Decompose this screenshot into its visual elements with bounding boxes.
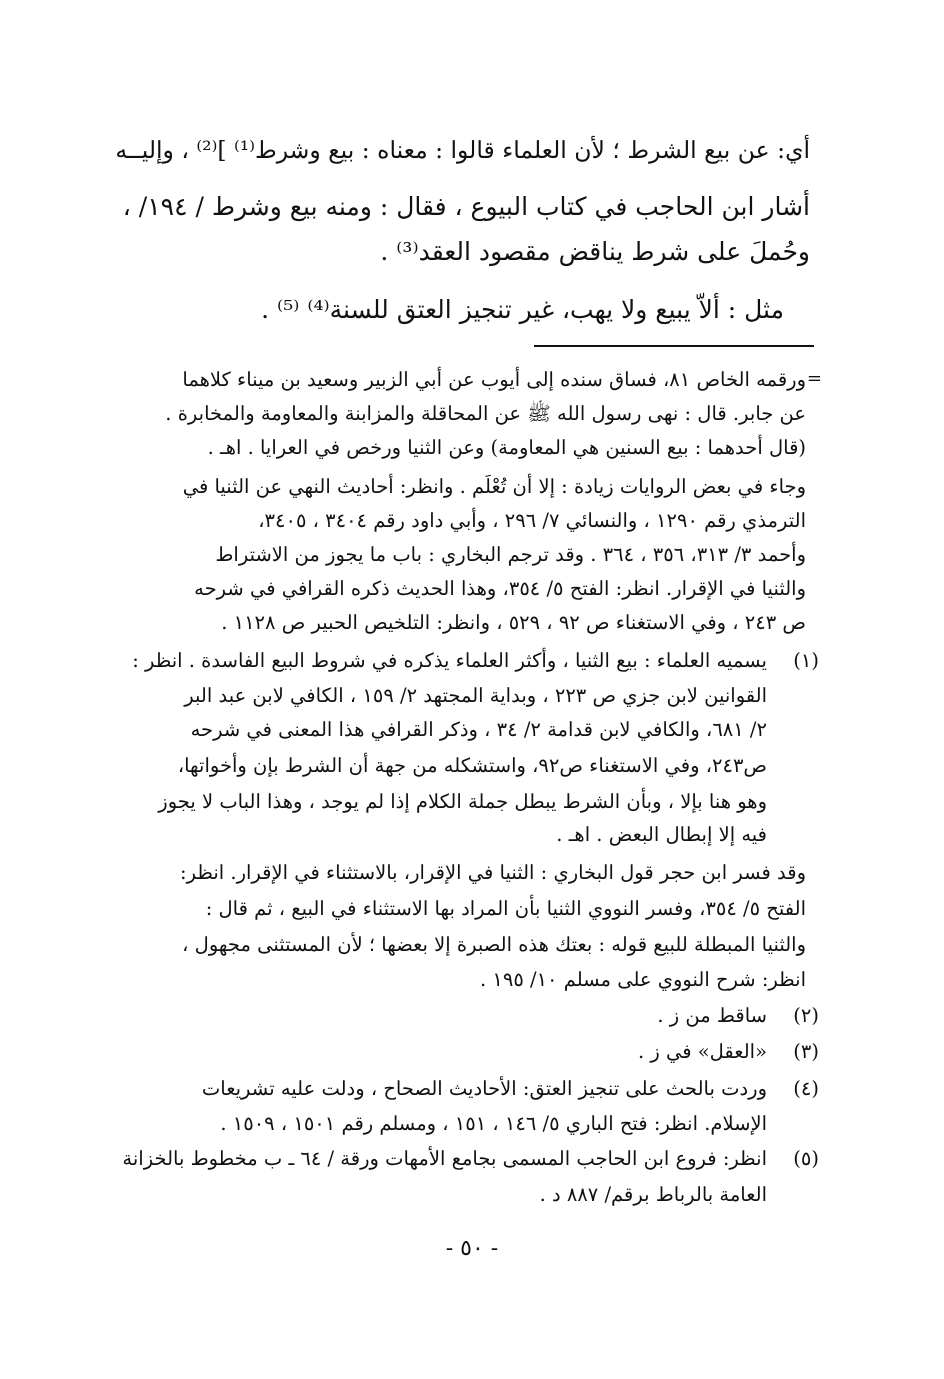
footnote-line: الفتح ٥/ ٣٥٤، وفسر النووي الثنيا بأن المراد بها الاستثناء في البيع ، ثم قال : [205,897,806,920]
main-text-line-1: أي: عن بيع الشرط ؛ لأن العلماء قالوا : معناه : بيع وشرط⁽¹⁾ ]⁽²⁾ ، وإليــه [115,136,810,164]
footnote-line: انظر: فروع ابن الحاجب المسمى بجامع الأمهات ورقة / ٦٤ ـ ب مخطوط بالخزانة [122,1147,767,1170]
footnote-line: العامة بالرباط برقم/ ٨٨٧ د . [539,1183,767,1206]
footnote-continuation-line: والثنيا في الإقرار. انظر: الفتح ٥/ ٣٥٤، وهذا الحديث ذكره القرافي في شرحه [194,577,806,600]
footnote-line: وقد فسر ابن حجر قول البخاري : الثنيا في الإقرار، بالاستثناء في الإقرار. انظر: [180,861,806,884]
footnote-number: (٥) [793,1147,819,1170]
footnote-line: انظر: شرح النووي على مسلم ١٠/ ١٩٥ . [479,968,806,991]
footnote-continuation-line: وأحمد ٣/ ٣١٣، ٣٥٦ ، ٣٦٤ . وقد ترجم البخاري : باب ما يجوز من الاشتراط [215,543,806,566]
footnote-continuation-line: ورقمه الخاص ٨١، فساق سنده إلى أيوب عن أبي الزبير وسعيد بن ميناء كلاهما [182,368,806,391]
footnote-line: وهو هنا بإلا ، وبأن الشرط يبطل جملة الكلام إذا لم يوجد ، وهذا الباب لا يجوز [158,790,767,813]
footnote-line: يسميه العلماء : بيع الثنيا ، وأكثر العلماء يذكره في شروط البيع الفاسدة . انظر : [132,649,767,672]
footnote-continuation-line: الترمذي رقم ١٢٩٠ ، والنسائي ٧/ ٢٩٦ ، وأبي داود رقم ٣٤٠٤ ، ٣٤٠٥، [258,509,806,532]
footnote-line: ساقط من ز . [657,1004,767,1027]
footnote-line: وردت بالحث على تنجيز العتق: الأحاديث الصحاح ، ودلت عليه تشريعات [201,1077,767,1100]
footnote-line: القوانين لابن جزي ص ٢٢٣ ، وبداية المجتهد ٢/ ١٥٩ ، الكافي لابن عبد البر [184,684,767,707]
footnote-line: ٢/ ٦٨١، والكافي لابن قدامة ٢/ ٣٤ ، وذكر القرافي هذا المعنى في شرحه [190,718,767,741]
footnote-number: (١) [793,649,819,672]
footnote-separator [534,345,814,347]
footnote-line: الإسلام. انظر: فتح الباري ٥/ ١٤٦ ، ١٥١ ، ومسلم رقم ١٥٠١ ، ١٥٠٩ . [220,1112,767,1135]
footnote-line: فيه إلا إبطال البعض . اهـ . [556,823,767,846]
footnote-line: ص٢٤٣، وفي الاستغناء ص٩٢، واستشكله من جهة أن الشرط بإن وأخواتها، [177,754,767,777]
footnote-line: والثنيا المبطلة للبيع قوله : بعتك هذه الصبرة إلا بعضها ؛ لأن المستثنى مجهول ، [182,933,806,956]
continuation-mark: = [806,368,822,389]
main-text-line-2: أشار ابن الحاجب في كتاب البيوع ، فقال : ومنه بيع وشرط / ١٩٤/ ، [122,192,810,221]
page-number: - ٥٠ - [445,1236,499,1261]
footnote-number: (٢) [793,1004,819,1027]
footnote-continuation-line: عن جابر. قال : نهى رسول الله ﷺ عن المحاقلة والمزابنة والمعاومة والمخابرة . [165,402,806,425]
footnote-continuation-line: وجاء في بعض الروايات زيادة : إلا أن تُعْلَم . وانظر: أحاديث النهي عن الثنيا في [182,475,806,498]
footnote-number: (٤) [793,1077,819,1100]
footnote-number: (٣) [793,1040,819,1063]
footnote-continuation-line: ص ٢٤٣ ، وفي الاستغناء ص ٩٢ ، ٥٢٩ ، وانظر: التلخيص الحبير ص ١١٢٨ . [221,611,806,634]
footnote-line: «العقل» في ز . [637,1040,767,1063]
footnote-continuation-line: (قال أحدهما : بيع السنين هي المعاومة) وعن الثنيا ورخص في العرايا . اهـ . [207,436,806,459]
main-text-line-4: مثل : ألاّ يبيع ولا يهب، غير تنجيز العتق للسنة⁽⁴⁾ ⁽⁵⁾ . [261,295,784,324]
main-text-line-3: وحُملَ على شرط يناقض مقصود العقد⁽³⁾ . [380,237,810,266]
